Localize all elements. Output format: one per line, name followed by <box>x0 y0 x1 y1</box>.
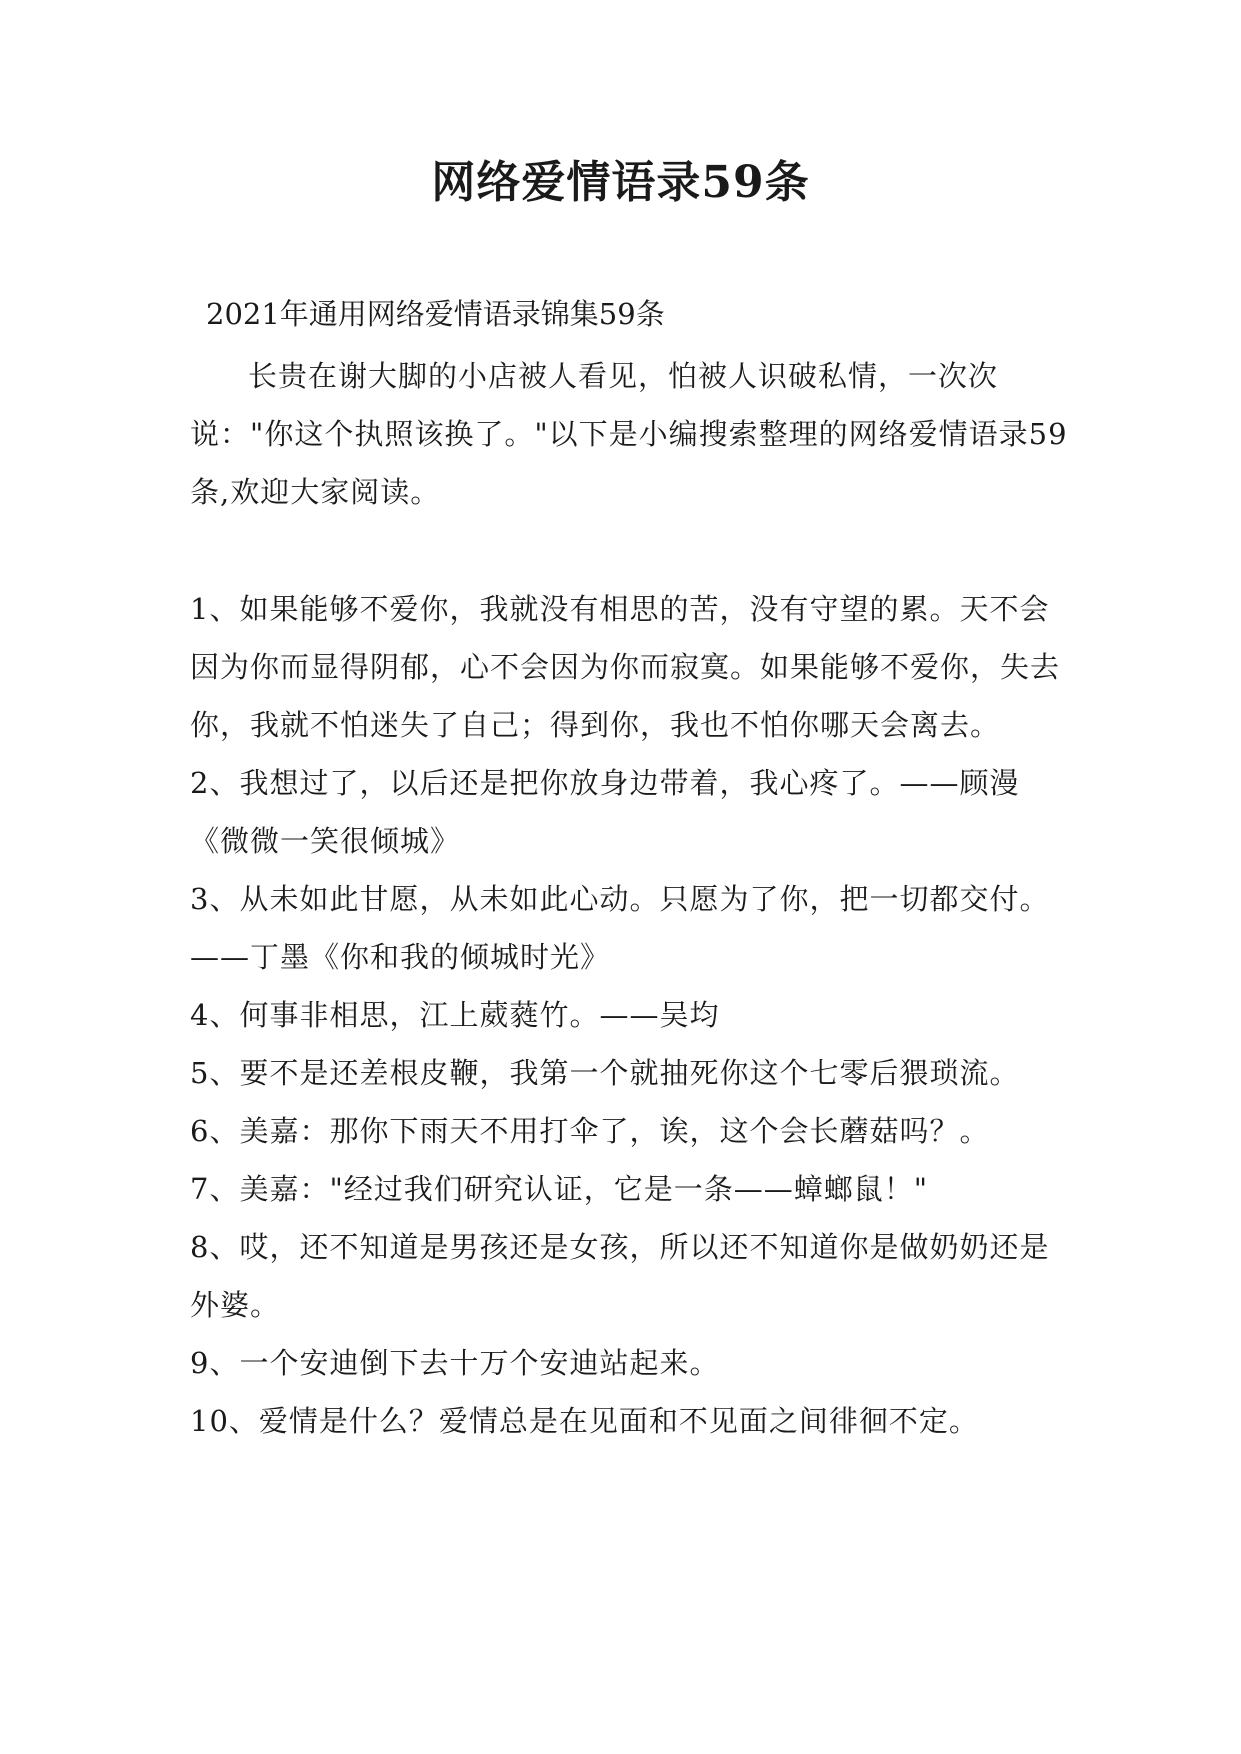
list-item: 9、一个安迪倒下去十万个安迪站起来。 <box>190 1346 720 1380</box>
list-item: 2、我想过了，以后还是把你放身边带着，我心疼了。——顾漫《微微一笑很倾城》 <box>190 766 1020 858</box>
list-item: 10、爱情是什么？爱情总是在见面和不见面之间徘徊不定。 <box>190 1404 979 1438</box>
list-item: 1、如果能够不爱你，我就没有相思的苦，没有守望的累。天不会因为你而显得阴郁，心不会因为你而寂寞。如果能够不爱你，失去你，我就不怕迷失了自己；得到你，我也不怕你哪天会离去。 <box>190 592 1061 742</box>
intro-section <box>190 347 1070 521</box>
intro-paragraph: 长贵在谢大脚的小店被人看见，怕被人识破私情，一次次说："你这个执照该换了。"以下是小编搜索整理的网络爱情语录59条,欢迎大家阅读。 <box>190 359 1068 509</box>
list-item: 4、何事非相思，江上葳蕤竹。——吴均 <box>190 998 720 1032</box>
list-item: 6、美嘉：那你下雨天不用打伞了，诶，这个会长蘑菇吗？。 <box>190 1114 990 1148</box>
list-item: 8、哎，还不知道是男孩还是女孩，所以还不知道你是做奶奶还是外婆。 <box>190 1230 1050 1322</box>
document-title: 网络爱情语录59条 <box>431 157 810 208</box>
list-item: 5、要不是还差根皮鞭，我第一个就抽死你这个七零后猥琐流。 <box>190 1056 1020 1090</box>
document-subtitle: 2021年通用网络爱情语录锦集59条 <box>206 297 665 331</box>
list-item: 7、美嘉："经过我们研究认证，它是一条——蟑螂鼠！" <box>190 1172 929 1206</box>
quote-list <box>190 580 1070 1450</box>
list-item: 3、从未如此甘愿，从未如此心动。只愿为了你，把一切都交付。——丁墨《你和我的倾城时光》 <box>190 882 1050 974</box>
